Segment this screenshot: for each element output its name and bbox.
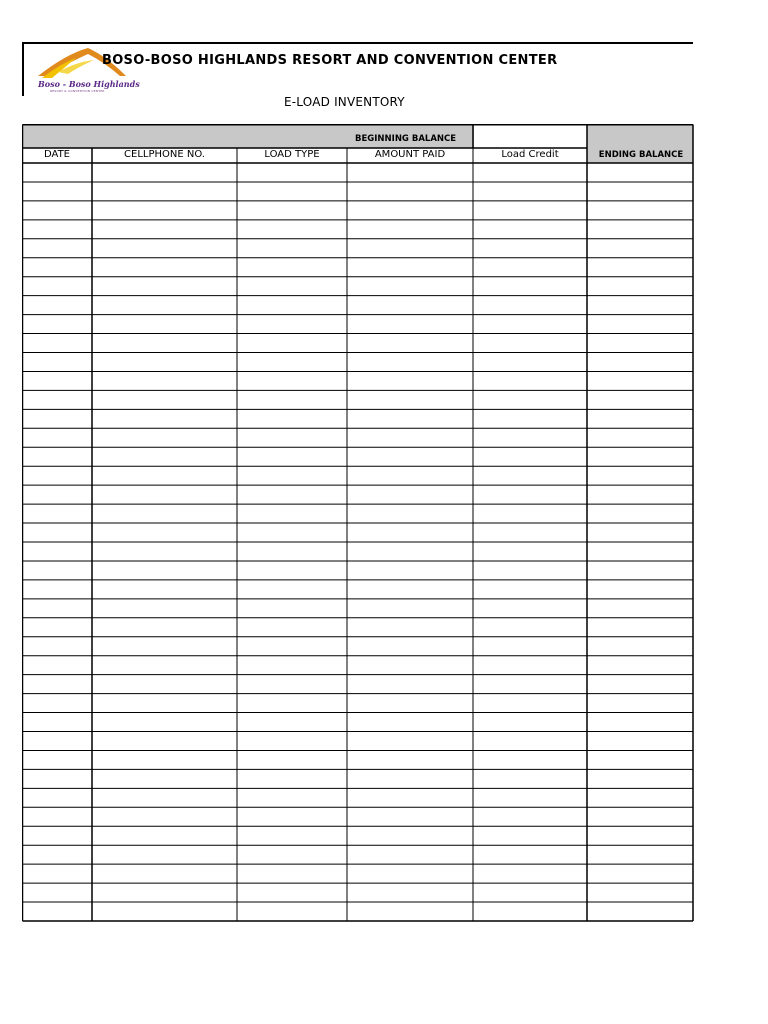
table-cell[interactable] — [347, 599, 473, 618]
table-cell[interactable] — [587, 220, 693, 239]
table-cell[interactable] — [22, 864, 92, 883]
table-cell[interactable] — [347, 561, 473, 580]
table-cell[interactable] — [347, 694, 473, 713]
table-cell[interactable] — [347, 390, 473, 409]
table-cell[interactable] — [347, 485, 473, 504]
table-cell[interactable] — [92, 163, 237, 182]
table-cell[interactable] — [347, 428, 473, 447]
table-cell[interactable] — [92, 523, 237, 542]
table-cell[interactable] — [347, 732, 473, 751]
table-cell[interactable] — [473, 296, 587, 315]
table-cell[interactable] — [22, 163, 92, 182]
table-cell[interactable] — [22, 713, 92, 732]
table-cell[interactable] — [347, 504, 473, 523]
table-cell[interactable] — [22, 485, 92, 504]
table-cell[interactable] — [587, 447, 693, 466]
table-cell[interactable] — [347, 334, 473, 353]
resort-title: BOSO-BOSO HIGHLANDS RESORT AND CONVENTION CENTER — [102, 53, 558, 68]
table-cell[interactable] — [22, 618, 92, 637]
table-cell[interactable] — [473, 694, 587, 713]
table-cell[interactable] — [92, 371, 237, 390]
table-cell[interactable] — [237, 371, 347, 390]
table-cell[interactable] — [237, 201, 347, 220]
table-cell[interactable] — [237, 807, 347, 826]
table-cell[interactable] — [22, 580, 92, 599]
table-cell[interactable] — [22, 220, 92, 239]
table-cell[interactable] — [22, 694, 92, 713]
table-cell[interactable] — [473, 409, 587, 428]
table-cell[interactable] — [473, 201, 587, 220]
table-cell[interactable] — [473, 315, 587, 334]
table-cell[interactable] — [347, 750, 473, 769]
table-cell[interactable] — [22, 447, 92, 466]
table-cell[interactable] — [92, 428, 237, 447]
table-cell[interactable] — [473, 485, 587, 504]
table-cell[interactable] — [347, 466, 473, 485]
table-cell[interactable] — [92, 902, 237, 921]
logo-tagline: RESORT & CONVENTION CENTER — [50, 89, 105, 93]
table-cell[interactable] — [92, 277, 237, 296]
sheet-title: E-LOAD INVENTORY — [284, 95, 405, 109]
table-cell[interactable] — [587, 258, 693, 277]
column-header-amount-paid: AMOUNT PAID — [374, 149, 446, 160]
table-cell[interactable] — [92, 769, 237, 788]
table-cell[interactable] — [587, 504, 693, 523]
table-cell[interactable] — [22, 390, 92, 409]
table-cell[interactable] — [92, 656, 237, 675]
table-cell[interactable] — [473, 542, 587, 561]
table-cell[interactable] — [237, 296, 347, 315]
table-cell[interactable] — [347, 220, 473, 239]
table-cell[interactable] — [473, 504, 587, 523]
table-cell[interactable] — [587, 826, 693, 845]
logo-text: Boso - Boso Highlands — [38, 79, 140, 89]
table-cell[interactable] — [92, 599, 237, 618]
beginning-balance-cell[interactable] — [474, 126, 586, 148]
table-cell[interactable] — [473, 163, 587, 182]
left-border-rule — [22, 42, 24, 96]
table-cell[interactable] — [473, 580, 587, 599]
table-cell[interactable] — [473, 826, 587, 845]
table-cell[interactable] — [22, 826, 92, 845]
table-cell[interactable] — [92, 618, 237, 637]
table-cell[interactable] — [473, 864, 587, 883]
table-cell[interactable] — [237, 523, 347, 542]
table-cell[interactable] — [237, 409, 347, 428]
table-cell[interactable] — [22, 334, 92, 353]
table-cell[interactable] — [22, 675, 92, 694]
table-cell[interactable] — [237, 447, 347, 466]
table-cell[interactable] — [92, 353, 237, 372]
table-cell[interactable] — [473, 353, 587, 372]
top-border-rule — [22, 42, 693, 44]
table-cell[interactable] — [237, 315, 347, 334]
table-cell[interactable] — [587, 561, 693, 580]
inventory-table — [22, 124, 694, 922]
table-cell[interactable] — [473, 807, 587, 826]
table-cell[interactable] — [473, 732, 587, 751]
table-cell[interactable] — [587, 675, 693, 694]
table-cell[interactable] — [587, 201, 693, 220]
column-header-load-credit: Load Credit — [501, 149, 559, 160]
table-cell[interactable] — [237, 277, 347, 296]
table-cell[interactable] — [237, 637, 347, 656]
table-cell[interactable] — [587, 182, 693, 201]
table-cell[interactable] — [92, 334, 237, 353]
column-header-cellphone: CELLPHONE NO. — [124, 149, 205, 160]
table-cell[interactable] — [22, 239, 92, 258]
table-cell[interactable] — [473, 618, 587, 637]
table-cell[interactable] — [473, 675, 587, 694]
table-cell[interactable] — [237, 694, 347, 713]
table-cell[interactable] — [92, 845, 237, 864]
table-cell[interactable] — [22, 883, 92, 902]
table-cell[interactable] — [587, 390, 693, 409]
table-cell[interactable] — [92, 807, 237, 826]
table-cell[interactable] — [587, 618, 693, 637]
table-cell[interactable] — [237, 618, 347, 637]
table-cell[interactable] — [587, 163, 693, 182]
table-cell[interactable] — [237, 390, 347, 409]
table-cell[interactable] — [473, 447, 587, 466]
table-cell[interactable] — [347, 788, 473, 807]
table-cell[interactable] — [587, 807, 693, 826]
table-cell[interactable] — [22, 277, 92, 296]
table-cell[interactable] — [473, 428, 587, 447]
table-cell[interactable] — [347, 371, 473, 390]
table-cell[interactable] — [347, 883, 473, 902]
table-cell[interactable] — [347, 163, 473, 182]
table-cell[interactable] — [237, 826, 347, 845]
table-cell[interactable] — [237, 750, 347, 769]
table-cell[interactable] — [22, 504, 92, 523]
table-cell[interactable] — [473, 788, 587, 807]
table-cell[interactable] — [237, 732, 347, 751]
table-cell[interactable] — [237, 713, 347, 732]
table-cell[interactable] — [237, 220, 347, 239]
table-cell[interactable] — [92, 201, 237, 220]
table-cell[interactable] — [587, 883, 693, 902]
table-cell[interactable] — [22, 788, 92, 807]
table-cell[interactable] — [237, 485, 347, 504]
table-cell[interactable] — [237, 656, 347, 675]
table-cell[interactable] — [347, 315, 473, 334]
table-cell[interactable] — [347, 713, 473, 732]
table-cell[interactable] — [22, 353, 92, 372]
table-cell[interactable] — [22, 637, 92, 656]
table-cell[interactable] — [473, 656, 587, 675]
table-cell[interactable] — [22, 902, 92, 921]
table-cell[interactable] — [22, 769, 92, 788]
table-cell[interactable] — [473, 182, 587, 201]
table-cell[interactable] — [587, 656, 693, 675]
table-cell[interactable] — [92, 694, 237, 713]
table-cell[interactable] — [92, 637, 237, 656]
table-cell[interactable] — [473, 883, 587, 902]
table-cell[interactable] — [237, 504, 347, 523]
table-cell[interactable] — [347, 296, 473, 315]
table-cell[interactable] — [347, 845, 473, 864]
table-cell[interactable] — [237, 883, 347, 902]
table-cell[interactable] — [22, 542, 92, 561]
table-cell[interactable] — [22, 182, 92, 201]
table-cell[interactable] — [587, 239, 693, 258]
table-cell[interactable] — [587, 485, 693, 504]
table-cell[interactable] — [22, 523, 92, 542]
table-cell[interactable] — [92, 220, 237, 239]
table-cell[interactable] — [347, 675, 473, 694]
table-cell[interactable] — [347, 409, 473, 428]
table-cell[interactable] — [587, 542, 693, 561]
ending-balance-label: ENDING BALANCE — [598, 150, 684, 160]
table-cell[interactable] — [347, 618, 473, 637]
table-cell[interactable] — [587, 694, 693, 713]
table-cell[interactable] — [92, 466, 237, 485]
table-cell[interactable] — [347, 902, 473, 921]
table-cell[interactable] — [22, 258, 92, 277]
table-cell[interactable] — [347, 769, 473, 788]
table-cell[interactable] — [347, 447, 473, 466]
table-cell[interactable] — [347, 656, 473, 675]
table-cell[interactable] — [22, 807, 92, 826]
table-cell[interactable] — [92, 675, 237, 694]
table-cell[interactable] — [92, 390, 237, 409]
table-cell[interactable] — [473, 390, 587, 409]
table-cell[interactable] — [237, 675, 347, 694]
table-cell[interactable] — [237, 845, 347, 864]
table-cell[interactable] — [473, 713, 587, 732]
table-cell[interactable] — [92, 713, 237, 732]
table-cell[interactable] — [587, 845, 693, 864]
table-cell[interactable] — [22, 599, 92, 618]
table-cell[interactable] — [473, 371, 587, 390]
table-cell[interactable] — [347, 182, 473, 201]
table-cell[interactable] — [92, 485, 237, 504]
table-cell[interactable] — [237, 788, 347, 807]
table-cell[interactable] — [473, 561, 587, 580]
column-header-date: DATE — [43, 149, 70, 160]
table-cell[interactable] — [347, 807, 473, 826]
table-cell[interactable] — [473, 637, 587, 656]
table-cell[interactable] — [237, 334, 347, 353]
table-cell[interactable] — [473, 466, 587, 485]
table-cell[interactable] — [587, 750, 693, 769]
table-cell[interactable] — [473, 845, 587, 864]
table-cell[interactable] — [22, 201, 92, 220]
table-cell[interactable] — [347, 637, 473, 656]
table-cell[interactable] — [22, 656, 92, 675]
table-cell[interactable] — [347, 258, 473, 277]
table-cell[interactable] — [587, 713, 693, 732]
table-cell[interactable] — [587, 732, 693, 751]
table-cell[interactable] — [473, 258, 587, 277]
table-cell[interactable] — [587, 296, 693, 315]
table-cell[interactable] — [347, 580, 473, 599]
table-cell[interactable] — [92, 732, 237, 751]
beginning-balance-label: BEGINNING BALANCE — [355, 134, 457, 144]
table-cell[interactable] — [587, 580, 693, 599]
table-cell[interactable] — [237, 466, 347, 485]
table-cell[interactable] — [22, 296, 92, 315]
table-cell[interactable] — [22, 750, 92, 769]
table-cell[interactable] — [237, 864, 347, 883]
table-cell[interactable] — [587, 371, 693, 390]
table-cell[interactable] — [473, 220, 587, 239]
table-cell[interactable] — [473, 523, 587, 542]
table-cell[interactable] — [587, 788, 693, 807]
table-cell[interactable] — [347, 523, 473, 542]
table-cell[interactable] — [92, 447, 237, 466]
table-cell[interactable] — [347, 864, 473, 883]
table-cell[interactable] — [347, 826, 473, 845]
table-cell[interactable] — [473, 599, 587, 618]
table-cell[interactable] — [347, 201, 473, 220]
table-cell[interactable] — [237, 239, 347, 258]
table-cell[interactable] — [92, 315, 237, 334]
table-cell[interactable] — [22, 845, 92, 864]
table-cell[interactable] — [473, 277, 587, 296]
table-cell[interactable] — [347, 239, 473, 258]
table-cell[interactable] — [92, 883, 237, 902]
table-cell[interactable] — [92, 296, 237, 315]
table-cell[interactable] — [237, 599, 347, 618]
table-cell[interactable] — [237, 163, 347, 182]
table-cell[interactable] — [347, 542, 473, 561]
table-cell[interactable] — [237, 542, 347, 561]
table-cell[interactable] — [92, 864, 237, 883]
table-cell[interactable] — [92, 750, 237, 769]
table-cell[interactable] — [587, 902, 693, 921]
table-cell[interactable] — [347, 353, 473, 372]
table-cell[interactable] — [587, 315, 693, 334]
table-cell[interactable] — [473, 239, 587, 258]
table-cell[interactable] — [22, 371, 92, 390]
table-cell[interactable] — [587, 864, 693, 883]
table-cell[interactable] — [347, 277, 473, 296]
table-cell[interactable] — [473, 902, 587, 921]
table-cell[interactable] — [237, 769, 347, 788]
table-cell[interactable] — [587, 277, 693, 296]
table-cell[interactable] — [22, 428, 92, 447]
table-cell[interactable] — [587, 466, 693, 485]
table-cell[interactable] — [92, 561, 237, 580]
table-cell[interactable] — [237, 428, 347, 447]
table-cell[interactable] — [237, 182, 347, 201]
table-cell[interactable] — [587, 428, 693, 447]
table-cell[interactable] — [22, 315, 92, 334]
table-cell[interactable] — [587, 523, 693, 542]
table-cell[interactable] — [587, 353, 693, 372]
table-cell[interactable] — [92, 542, 237, 561]
table-cell[interactable] — [587, 334, 693, 353]
table-cell[interactable] — [92, 182, 237, 201]
column-header-load-type: LOAD TYPE — [264, 149, 320, 160]
table-cell[interactable] — [587, 769, 693, 788]
table-cell[interactable] — [92, 409, 237, 428]
table-cell[interactable] — [92, 504, 237, 523]
table-cell[interactable] — [237, 258, 347, 277]
table-cell[interactable] — [237, 561, 347, 580]
table-cell[interactable] — [22, 466, 92, 485]
table-cell[interactable] — [587, 409, 693, 428]
table-cell[interactable] — [92, 788, 237, 807]
table-cell[interactable] — [22, 561, 92, 580]
table-cell[interactable] — [473, 769, 587, 788]
table-cell[interactable] — [22, 409, 92, 428]
table-cell[interactable] — [237, 353, 347, 372]
table-cell[interactable] — [587, 599, 693, 618]
table-cell[interactable] — [22, 732, 92, 751]
table-cell[interactable] — [237, 902, 347, 921]
table-cell[interactable] — [473, 334, 587, 353]
table-cell[interactable] — [587, 637, 693, 656]
table-cell[interactable] — [92, 258, 237, 277]
table-cell[interactable] — [473, 750, 587, 769]
table-cell[interactable] — [92, 239, 237, 258]
table-cell[interactable] — [92, 580, 237, 599]
table-cell[interactable] — [237, 580, 347, 599]
table-cell[interactable] — [92, 826, 237, 845]
